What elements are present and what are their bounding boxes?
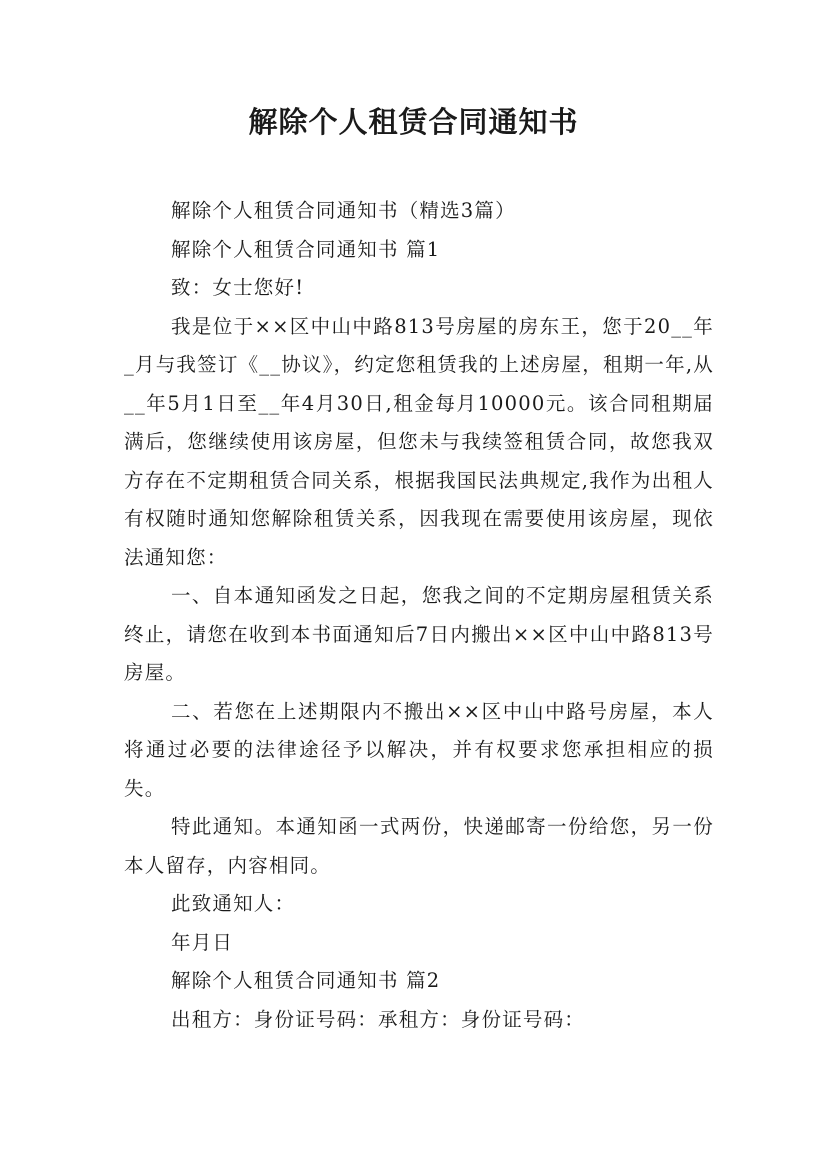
paragraph-notice: 特此通知。本通知函一式两份，快递邮寄一份给您，另一份本人留存，内容相同。 xyxy=(124,815,714,877)
document-title: 解除个人租赁合同通知书 xyxy=(248,105,579,139)
document-body xyxy=(124,192,714,1039)
paragraph-clause-2: 二、若您在上述期限内不搬出××区中山中路号房屋，本人将通过必要的法律途径予以解决，并有权要求您承担相应的损失。 xyxy=(124,699,714,800)
paragraph-closing: 此致通知人： xyxy=(171,892,296,915)
paragraph-salutation: 致：女士您好! xyxy=(171,276,305,299)
paragraph-parties: 出租方：身份证号码：承租方：身份证号码： xyxy=(171,1007,586,1031)
paragraph-body-intro: 我是位于××区中山中路813号房屋的房东王，您于20__年_月与我签订《__协议》，约定您租赁我的上述房屋，租期一年,从__年5月1日至__年4月30日,租金每月10000元。该合同租期届满后，您继续使用该房屋，但您未与我续签租赁合同，故您我双方存在不定期租赁合同关系，根据我国民法典规定,我作为出租人有权随时通知您解除租赁关系，因我现在需要使用该房屋，现依法通知您： xyxy=(124,314,714,569)
paragraph-section-1-heading: 解除个人租赁合同通知书 篇1 xyxy=(171,237,441,261)
paragraph-date: 年月日 xyxy=(171,930,234,954)
paragraph-clause-1: 一、自本通知函发之日起，您我之间的不定期房屋租赁关系终止，请您在收到本书面通知后7日内搬出××区中山中路813号房屋。 xyxy=(124,584,714,684)
paragraph-subtitle: 解除个人租赁合同通知书（精选3篇） xyxy=(171,199,516,222)
paragraph-section-2-heading: 解除个人租赁合同通知书 篇2 xyxy=(171,969,441,992)
